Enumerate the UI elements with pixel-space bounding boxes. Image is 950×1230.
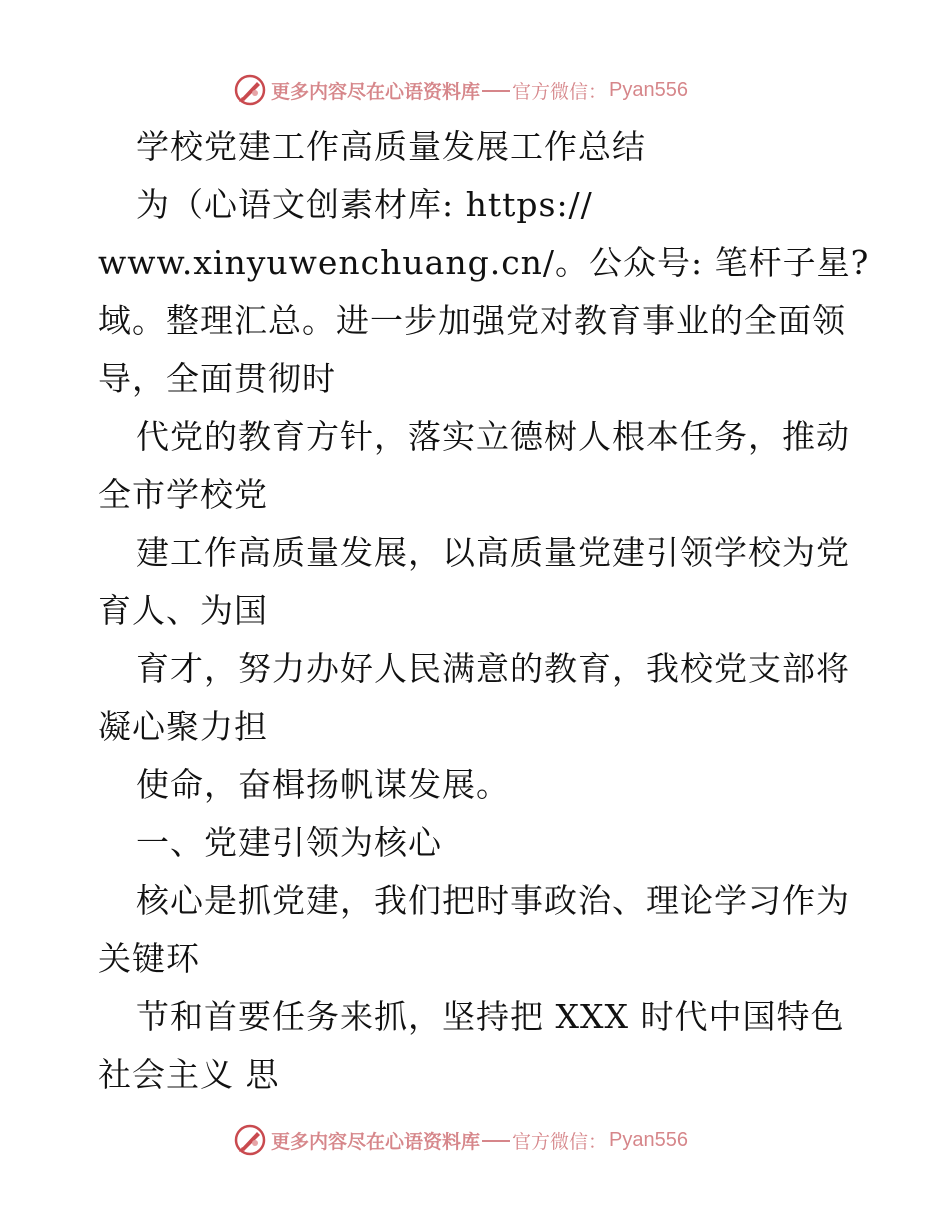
paragraph-line: 导，全面贯彻时: [98, 359, 336, 398]
document-body: [98, 118, 870, 1104]
paragraph-line: 建工作高质量发展，以高质量党建引领学校为党: [136, 533, 850, 572]
banner-wechat-label: 官方微信：: [512, 1130, 608, 1153]
pen-logo-icon: [233, 73, 267, 107]
paragraph-line: 社会主义 思: [98, 1055, 280, 1094]
pen-logo-icon: [233, 1123, 267, 1157]
paragraph-line: 关键环: [98, 939, 200, 978]
footer-banner: [233, 1122, 688, 1158]
banner-dash: [482, 1140, 510, 1142]
banner-wechat-label: 官方微信：: [512, 80, 608, 103]
banner-promo-text: 更多内容尽在心语资料库: [271, 80, 481, 103]
banner-wechat-handle: Pyan556: [609, 1128, 688, 1151]
banner-wechat-handle: Pyan556: [609, 78, 688, 101]
section-heading: 一、党建引领为核心: [136, 823, 442, 862]
paragraph-line: 凝心聚力担: [98, 707, 268, 746]
paragraph-line: 核心是抓党建，我们把时事政治、理论学习作为: [136, 881, 850, 920]
paragraph-line: 育才，努力办好人民满意的教育，我校党支部将: [136, 649, 850, 688]
paragraph-line: 使命，奋楫扬帆谋发展。: [136, 765, 510, 804]
paragraph-line: 全市学校党: [98, 475, 268, 514]
header-banner: [233, 72, 688, 108]
banner-promo-text: 更多内容尽在心语资料库: [271, 1130, 481, 1153]
document-title: 学校党建工作高质量发展工作总结: [136, 127, 646, 166]
paragraph-line: 为（心语文创素材库: https://: [136, 185, 593, 224]
paragraph-line: www.xinyuwenchuang.cn/。公众号: 笔杆子星?: [98, 243, 870, 282]
paragraph-line: 域。整理汇总。进一步加强党对教育事业的全面领: [98, 301, 846, 340]
paragraph-line: 节和首要任务来抓，坚持把 XXX 时代中国特色: [136, 997, 845, 1036]
paragraph-line: 育人、为国: [98, 591, 268, 630]
banner-dash: [482, 90, 510, 92]
paragraph-line: 代党的教育方针，落实立德树人根本任务，推动: [136, 417, 850, 456]
